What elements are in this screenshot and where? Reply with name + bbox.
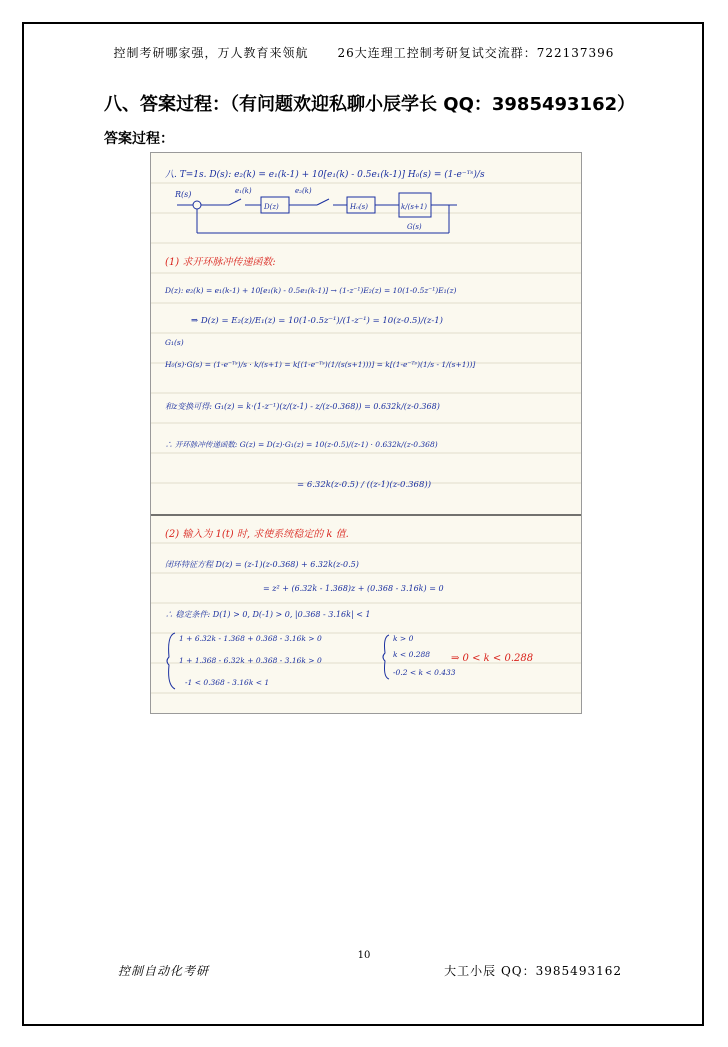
notes-canvas	[151, 153, 582, 714]
diagram-label-dz: D(z)	[264, 203, 279, 211]
system-eq-1: 1 + 6.32k - 1.368 + 0.368 - 3.16k > 0	[179, 634, 322, 643]
left-brace	[167, 633, 175, 689]
diagram-label-plant: k/(s+1)	[401, 203, 427, 211]
equation-9: ∴ 稳定条件: D(1) > 0, D(-1) > 0, |0.368 - 3.16k| < 1	[165, 610, 371, 619]
header-left: 控制考研哪家强，万人教育来领航	[113, 46, 309, 60]
page-header	[0, 44, 728, 61]
equation-7: 闭环特征方程 D(z) = (z-1)(z-0.368) + 6.32k(z-0.5)	[165, 560, 359, 569]
summing-junction	[193, 201, 201, 209]
result-2: k < 0.288	[393, 650, 431, 659]
equation-6: = 6.32k(z-0.5) / ((z-1)(z-0.368))	[297, 480, 432, 490]
result-1: k > 0	[393, 634, 414, 643]
page-number: 10	[357, 950, 371, 961]
equation-3: H₀(s)·G(s) = (1-e⁻ᵀˢ)/s · k/(s+1) = k[(1-e⁻ᵀˢ)(1/(s(s+1)))] = k[(1-e⁻ᵀˢ)(1/s - 1/(s+1))]	[165, 360, 476, 369]
diagram-label-r: R(s)	[175, 190, 192, 199]
equation-8: = z² + (6.32k - 1.368)z + (0.368 - 3.16k) = 0	[263, 584, 444, 593]
final-answer: ⇒ 0 < k < 0.288	[451, 653, 534, 664]
right-brace	[383, 635, 389, 679]
diagram-label-h0s: H₀(s)	[350, 203, 368, 211]
part2-title: (2) 输入为 1(t) 时, 求使系统稳定的 k 值.	[165, 529, 349, 540]
section-title: 八、答案过程：（有问题欢迎私聊小辰学长 QQ：3985493162）	[104, 94, 636, 115]
system-eq-3: -1 < 0.368 - 3.16k < 1	[185, 678, 270, 687]
diagram-label-e1: e₁(k)	[235, 187, 252, 195]
header-right: 26大连理工控制考研复试交流群：722137396	[337, 46, 615, 60]
equation-2: ⇒ D(z) = E₂(z)/E₁(z) = 10(1-0.5z⁻¹)/(1-z⁻¹) = 10(z-0.5)/(z-1)	[191, 316, 443, 326]
part1-title: (1) 求开环脉冲传递函数:	[165, 257, 276, 268]
footer-right: 大工小辰 QQ：3985493162	[444, 964, 622, 978]
note-line-1: 八. T=1s. D(s): e₂(k) = e₁(k-1) + 10[e₁(k) - 0.5e₁(k-1)] H₀(s) = (1-e⁻ᵀˢ)/s	[165, 170, 485, 180]
equation-3-label: G₁(s)	[165, 338, 184, 347]
diagram-label-gs: G(s)	[407, 223, 422, 231]
handwritten-notes-image	[150, 152, 582, 714]
footer-left: 控制自动化考研	[118, 964, 210, 978]
diagram-label-e2: e₂(k)	[295, 187, 312, 195]
equation-4: 和z变换可得: G₁(z) = k·(1-z⁻¹)(z/(z-1) - z/(z-0.368)) = 0.632k/(z-0.368)	[165, 402, 440, 411]
answer-process-label: 答案过程：	[104, 131, 174, 147]
equation-5: ∴ 开环脉冲传递函数: G(z) = D(z)·G₁(z) = 10(z-0.5)/(z-1) · 0.632k/(z-0.368)	[165, 440, 438, 449]
result-3: -0.2 < k < 0.433	[393, 668, 456, 677]
equation-1: D(z): e₂(k) = e₁(k-1) + 10[e₁(k) - 0.5e₁(k-1)] → (1-z⁻¹)E₂(z) = 10(1-0.5z⁻¹)E₁(z)	[165, 286, 457, 295]
system-eq-2: 1 + 1.368 - 6.32k + 0.368 - 3.16k > 0	[179, 656, 322, 665]
